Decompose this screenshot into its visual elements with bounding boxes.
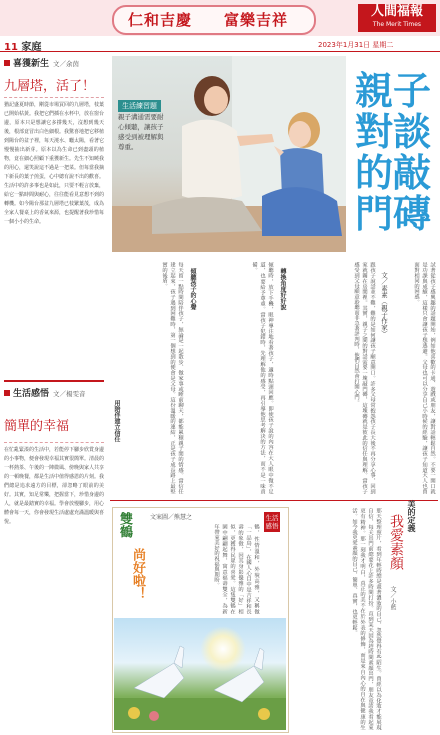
- photo-badge: 生活練習題: [118, 100, 161, 112]
- column-title: 我愛素顏: [388, 514, 404, 570]
- mother-daughter-illustration: [112, 56, 346, 252]
- column-left-top: [4, 56, 104, 227]
- feature-subhead: 傾聽孩子的心聲: [189, 268, 196, 310]
- column-title: 簡單的幸福: [4, 419, 70, 434]
- feature-photo: [112, 56, 346, 252]
- ad-photo: [114, 618, 286, 730]
- column-label: 喜獲新生 文／余茵: [4, 56, 104, 69]
- column-author: 文／楊雯音: [53, 390, 86, 398]
- column-author: 文／余茵: [53, 60, 80, 68]
- column-body: 猶記盛夏時節，剛從市場買回的九層塔，枝葉已開始枯黃。我把它們插在水杯中，放在窗台邊，原本只是想讓它多撐幾天，沒想到幾天後，根部竟冒出白色細根。我驚喜地把它移植到陽台的盆子裡，每天澆水、曬太陽，看著它慢慢抽出新芽。原本以為生命已到盡頭的植物，竟在細心照顧下重獲新生。先生不知曉我的用心，還笑說這不過是一把菜。但每當我摘下新長的葉子煎蛋，心中總有說不出的歡喜。生活中的許多事也是如此，只要不輕言放棄，給它一點時間與耐心，往往能看見意想不到的轉機。如今陽台那盆九層塔已枝繁葉茂，成為全家人餐桌上的香氣來源，也提醒著我珍惜每一個小小的生命。: [4, 102, 105, 225]
- ad-body: 鶴，性情溫和，外貌高雅，又稱做「一品鳥」，在國人心目中是吉祥和長壽的象徵，因其身影優雅的「好」相似，更獲得民眾的喜愛。這隻雙鶴在園中翩翩起舞，寓意福壽雙全，為新年帶來美好的祝福與期盼。: [213, 524, 259, 614]
- ad-author: 文案圖／熊慧之: [150, 514, 193, 521]
- feature-body-4: 每天留一點時間陪伴孩子，無論是一起散步、做家事或睡前聊天，都能累積親子間的情感。當信任建立起來，孩子遇到困難時，第一個想到的便會是父母。這份溫暖的連結，正是孩子成長路上最堅實的後盾。: [161, 262, 183, 494]
- left-slogan: 仁和吉慶: [128, 11, 193, 29]
- issue-date: 2023年1月31日 星期二: [318, 41, 394, 49]
- page-number: 11 家庭: [4, 42, 42, 53]
- column-left-bottom: [4, 386, 104, 527]
- feature-subhead: 轉換角度好好說: [279, 268, 286, 310]
- feature-body-1: 跟孩子說話並不難，難的是如何讓孩子願意開口。許多父母常抱怨孩子長大後不再分享心事，回到家就關在房間裡。其實，親子之間的對話需要一塊敲門磚，這塊磚就是彼此的信任與理解。當孩子感受到父母願意聆聽而非急著評判時，他們自然會打開心門。: [353, 262, 375, 494]
- section-divider: [110, 500, 438, 501]
- feature-body-2: 試著從孩子感興趣的話題開始，例如他喜歡的卡通、遊戲或朋友，讓對話輕鬆自然。不要一開口就是功課與成績，這樣只會讓孩子想逃避。父母也可以分享自己小時候的經驗，讓孩子知道大人也曾面對相同的困惑。: [413, 262, 435, 494]
- right-slogan: 富樂吉祥: [224, 11, 289, 29]
- ad-title-bottom: 尚好啦！: [130, 548, 145, 600]
- column-author: 文／小藍: [389, 586, 396, 610]
- logo-subtitle: The Merit Times: [372, 21, 422, 28]
- column-body: 那天整理照片，看到年輕時總是畫著濃妝的自己，忽然覺得有些陌生。曾經以為化妝才能展現自信，每天出門前總要花上許多時間打扮。直到某天因為趕時間素顏出門，朋友竟誇我看起來更有精神。那一刻我才明白，真正的美不在於外表的修飾，而是來自內心的自在與健康的生活。如今我更愛素顏的自己，簡單、真實，也更輕鬆。: [351, 508, 381, 730]
- crane-sculpture-illustration: [114, 618, 286, 730]
- feature-subhead: 用陪伴建立信任: [113, 400, 120, 442]
- logo-name: 人間福報: [370, 4, 423, 19]
- feature-author: 文／素素（親子作家）: [380, 272, 388, 337]
- section-name: 家庭: [21, 42, 42, 53]
- column-body: 在忙亂緊湊的生活中，若能停下腳步欣賞身邊的小事物，便會發現幸福其實很簡單。清晨的一杯熱茶、午後的一陣微風、傍晚與家人共享的一頓晚餐，都是生活中值得感恩的片刻。我們總是追求遠方的目標，卻忽略了眼前的美好。其實，知足常樂，把握當下，珍惜身邊的人，就是最踏實的幸福。學會放慢腳步，用心體會每一天，你會發現生活處處充滿溫暖與喜悅。: [4, 447, 105, 525]
- feature-title: 親子對談的敲門磚: [354, 68, 431, 236]
- feature-body-3: 傾聽時，放下手機，眼神專注地看著孩子，適時點頭回應。即使孩子說的內容在大人眼中微不足道，也要給予尊重。當孩子犯錯時，先理解他的感受，再引導他思考解決的方法，而不是一味責備。: [251, 262, 273, 494]
- divider: [4, 380, 104, 382]
- column-label: 美的定義: [407, 500, 416, 532]
- ad-title-top: 雙鶴: [117, 512, 132, 538]
- sun-glow: [200, 626, 246, 672]
- ad-tag: 生活感悟: [265, 514, 279, 530]
- column-title: 九層塔，活了！: [4, 79, 96, 94]
- newspaper-logo: [358, 4, 436, 32]
- column-label: 生活感悟 文／楊雯音: [4, 386, 104, 399]
- photo-caption: 親子溝通需要耐心傾聽，讓孩子感受到被理解與尊重。: [118, 113, 164, 151]
